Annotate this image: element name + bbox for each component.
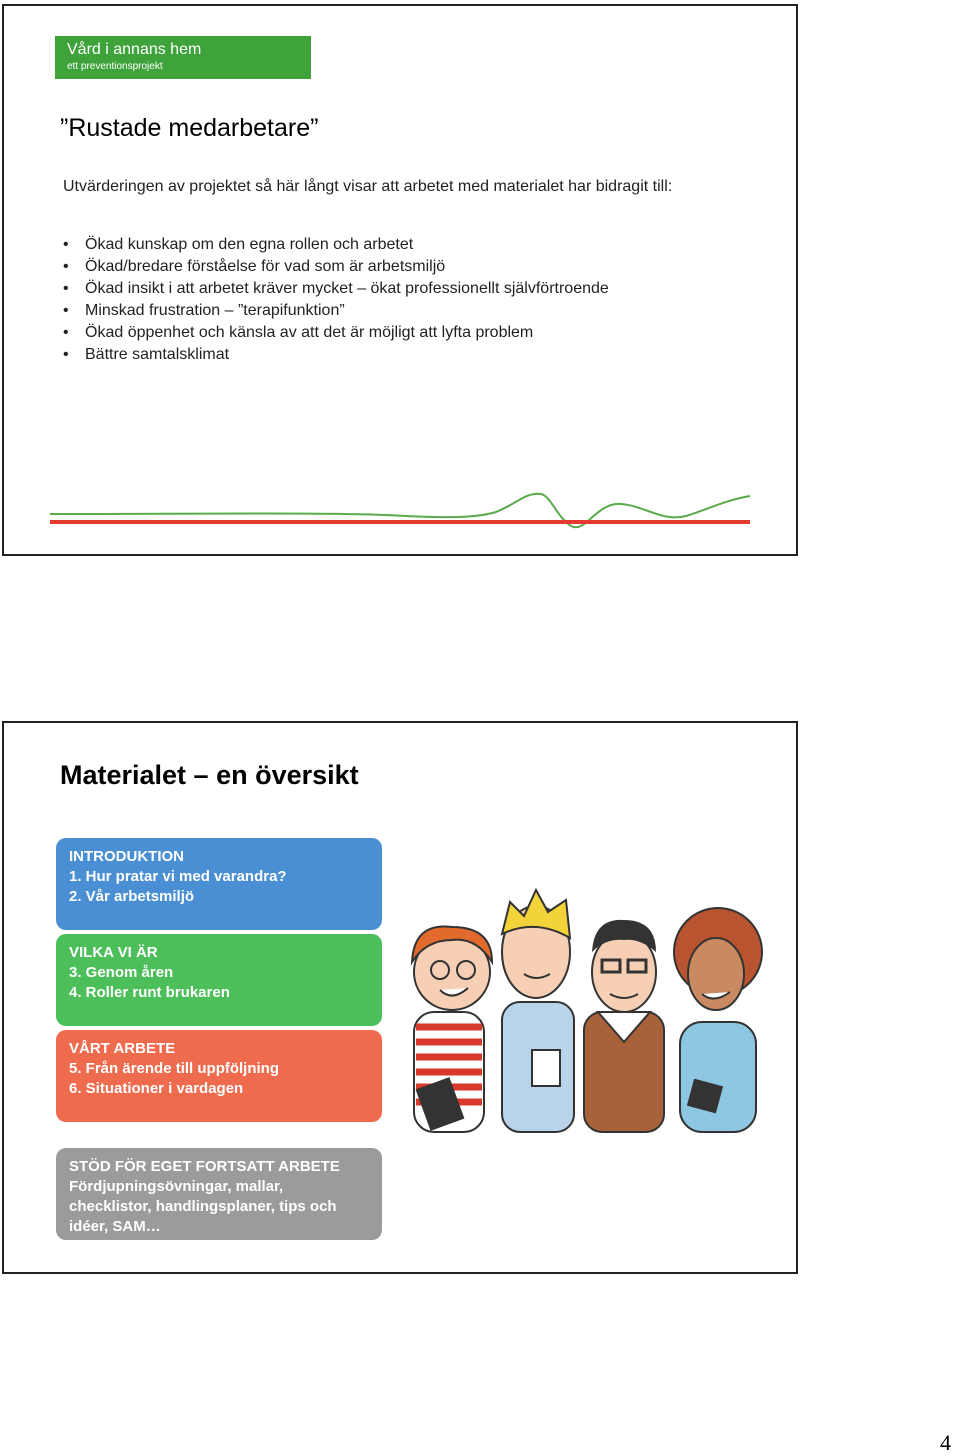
project-logo	[55, 36, 311, 79]
bullet-text: Ökad/bredare förståelse för vad som är arbetsmiljö	[85, 258, 446, 275]
bullet-text: Ökad kunskap om den egna rollen och arbetet	[85, 236, 414, 253]
bullet-text: Minskad frustration – ”terapifunktion”	[85, 302, 345, 319]
box-heading: STÖD FÖR EGET FORTSATT ARBETE	[69, 1158, 340, 1175]
logo-title: Vård i annans hem	[67, 41, 202, 58]
person-curly-hair	[674, 908, 762, 1132]
slide2-title: Materialet – en översikt	[60, 760, 359, 790]
box-line: 1. Hur pratar vi med varandra?	[69, 868, 287, 885]
wave-line-decoration	[46, 488, 756, 538]
page-number: 4	[940, 1430, 951, 1455]
bullet-item	[63, 256, 703, 278]
person-glasses	[584, 920, 664, 1132]
box-line: 3. Genom åren	[69, 964, 174, 981]
bullet-text: Ökad insikt i att arbetet kräver mycket – ökat professionellt självförtroende	[85, 280, 609, 297]
bullet-item	[63, 278, 703, 300]
bullet-dot: •	[63, 302, 69, 319]
person-blond-hair	[502, 890, 574, 1132]
box-heading: INTRODUKTION	[69, 848, 184, 865]
slide1-intro-text: Utvärderingen av projektet så här långt visar att arbetet med materialet har bidragit till:	[63, 178, 673, 195]
bullet-item	[63, 322, 703, 344]
logo-subtitle: ett preventionsprojekt	[67, 61, 163, 72]
bullet-text: Ökad öppenhet och känsla av att det är möjligt att lyfta problem	[85, 324, 534, 341]
box-line: 5. Från ärende till uppföljning	[69, 1060, 280, 1077]
bullet-dot: •	[63, 258, 69, 275]
bullet-item	[63, 300, 703, 322]
section-box-vilka-vi-ar	[56, 934, 382, 1026]
bullet-dot: •	[63, 346, 69, 363]
people-illustration	[384, 882, 764, 1142]
box-line: Fördjupningsövningar, mallar, checklistor, handlingsplaner, tips och idéer, SAM…	[69, 1178, 337, 1235]
section-box-vart-arbete	[56, 1030, 382, 1122]
person-red-hair	[412, 926, 492, 1132]
bullet-list	[63, 234, 703, 366]
bullet-item	[63, 344, 703, 366]
bullet-dot: •	[63, 236, 69, 253]
bullet-dot: •	[63, 324, 69, 341]
bullet-item	[63, 234, 703, 256]
bullet-dot: •	[63, 280, 69, 297]
box-heading: VÅRT ARBETE	[69, 1040, 176, 1057]
box-heading: VILKA VI ÄR	[69, 944, 158, 961]
box-line: 4. Roller runt brukaren	[69, 984, 230, 1001]
box-line: 6. Situationer i vardagen	[69, 1080, 244, 1097]
section-box-introduktion	[56, 838, 382, 930]
slide1-title: ”Rustade medarbetare”	[60, 114, 319, 142]
box-line: 2. Vår arbetsmiljö	[69, 888, 195, 905]
bullet-text: Bättre samtalsklimat	[85, 346, 230, 363]
section-box-stod	[56, 1148, 382, 1240]
